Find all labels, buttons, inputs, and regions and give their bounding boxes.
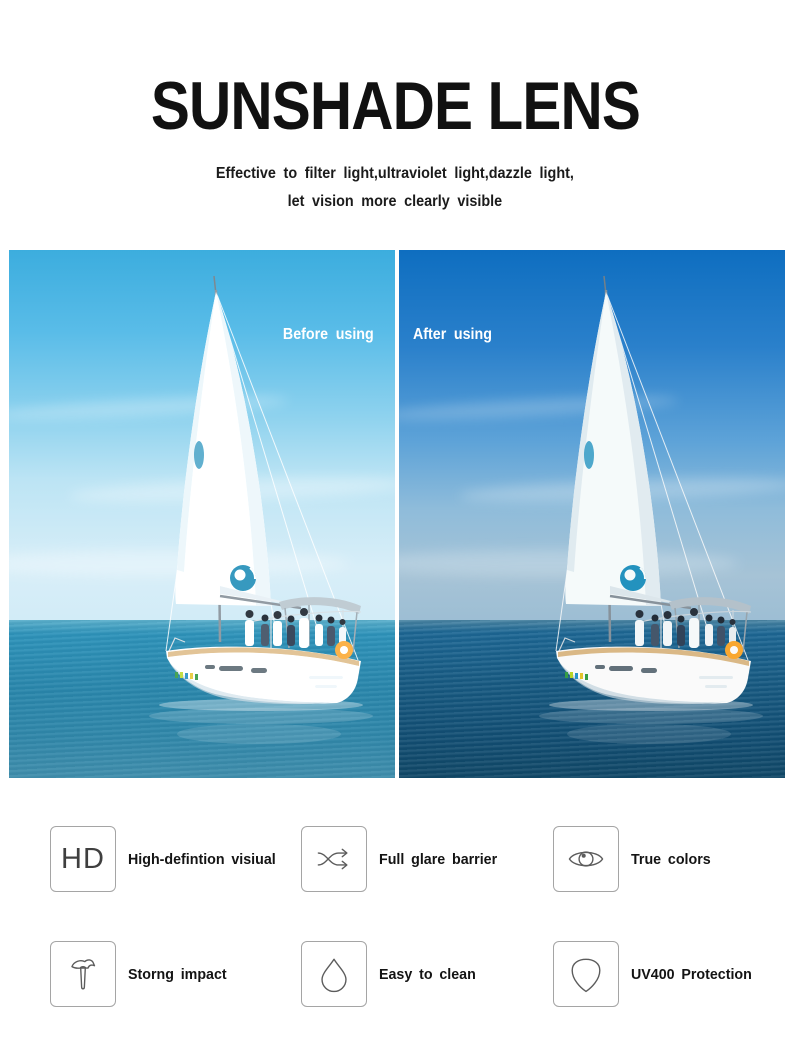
lens-shape-icon [553, 941, 619, 1007]
feature-label: True colors [631, 850, 711, 868]
shuffle-arrows-icon [301, 826, 367, 892]
subtitle-line-2: let vision more clearly visible [287, 193, 503, 210]
page-subtitle [0, 160, 790, 216]
hd-icon [50, 826, 116, 892]
before-photo [9, 250, 395, 778]
feature-label: High-defintion visiual [128, 850, 276, 868]
feature-true-colors [553, 826, 715, 892]
hammer-icon [50, 941, 116, 1007]
feature-easy-clean [301, 941, 481, 1007]
feature-hd [50, 826, 284, 892]
feature-label: Full glare barrier [379, 850, 498, 868]
feature-label: Easy to clean [379, 965, 476, 983]
feature-glare-barrier [301, 826, 503, 892]
water-drop-icon [301, 941, 367, 1007]
subtitle-line-1: Effective to filter light,ultraviolet light,dazzle light, [215, 165, 575, 182]
header [0, 0, 790, 216]
page-title [0, 68, 790, 144]
hd-icon-text: HD [61, 842, 105, 875]
eye-icon [553, 826, 619, 892]
feature-label: Storng impact [128, 965, 227, 983]
after-using-label: After using [413, 326, 492, 343]
page-title-text: SUNSHADE LENS [150, 68, 640, 144]
before-using-label: Before using [283, 326, 374, 343]
feature-label: UV400 Protection [631, 965, 752, 983]
feature-strong-impact [50, 941, 232, 1007]
after-photo [399, 250, 785, 778]
feature-uv400 [553, 941, 758, 1007]
